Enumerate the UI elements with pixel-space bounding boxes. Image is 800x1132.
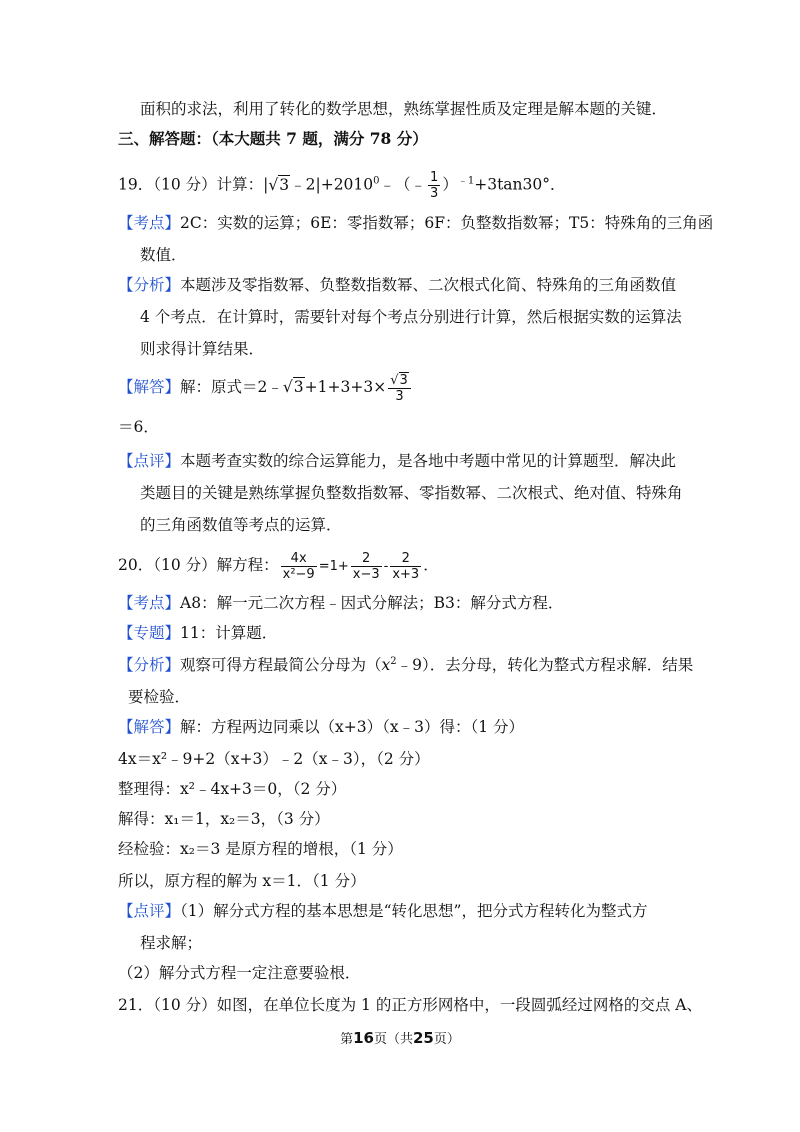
kaodian-19-cont: 数值． (140, 246, 187, 264)
q19-part: ） (442, 175, 458, 194)
text: （1）解分式方程的基本思想是“转化思想”，把分式方程转化为整式方 (180, 902, 648, 920)
tag-jieda: 【解答】 (118, 718, 181, 736)
text: 11：计算题． (180, 624, 278, 642)
zhuanti-20 (118, 622, 277, 644)
fraction-sqrt3-over-3: $\frac{√3}{3}$ (388, 373, 411, 404)
result-19: ＝6． (118, 418, 159, 436)
dianping-19-cont: 的三角函数值等考点的运算． (140, 516, 342, 534)
exponent-neg1: ﹣1 (457, 175, 475, 187)
fraction: $\frac{2}{x-3}$ (352, 550, 380, 582)
q19-part: +3tan30°． (474, 175, 566, 194)
question-21: 21．（10 分）如图，在单位长度为 1 的正方形网格中，一段圆弧经过网格的交点 A、 (118, 996, 702, 1014)
tag-dianping: 【点评】 (118, 902, 181, 920)
page-total: 25 (413, 1029, 434, 1047)
kaodian-19 (118, 212, 713, 234)
text: 页） (433, 1032, 460, 1047)
tag-jieda: 【解答】 (118, 378, 181, 396)
page-footer (0, 1028, 800, 1047)
tag-dianping: 【点评】 (118, 452, 181, 470)
exponent-2: 2 (390, 655, 397, 667)
text: 观察可得方程最简公分母为（ (180, 656, 382, 674)
text: 2C：实数的运算；6E：零指数幂；6F：负整数指数幂；T5：特殊角的三角函 (180, 214, 714, 232)
fenxi-19-cont: 则求得计算结果． (140, 340, 265, 358)
jieda-19 (118, 372, 413, 404)
fenxi-19 (118, 274, 676, 296)
tag-fenxi: 【分析】 (118, 656, 181, 674)
text: 本题涉及零指数幂、负整数指数幂、二次根式化简、特殊角的三角函数值 (180, 276, 677, 294)
step-line: 解得：x₁＝1，x₂＝3，（3 分） (118, 810, 330, 828)
jieda-20 (118, 716, 524, 738)
tag-zhuanti: 【专题】 (118, 624, 181, 642)
q19-part: ﹣2|+2010 (290, 175, 374, 194)
tag-kaodian: 【考点】 (118, 594, 181, 612)
q19-head: 19．（10 分）计算：| (118, 175, 269, 194)
step-line: 所以，原方程的解为 x＝1．（1 分） (118, 872, 366, 890)
q20-head: 20．（10 分）解方程： (118, 556, 279, 574)
sqrt-3: √3 (268, 175, 290, 194)
dianping-19-cont: 类题目的关键是熟练掌握负整数指数幂、零指数幂、二次根式、绝对值、特殊角 (140, 484, 683, 502)
fraction-one-third: $\frac{1}{3}$ (430, 170, 439, 201)
q20-part: - (383, 559, 389, 574)
step-line: 4x＝x²﹣9+2（x+3）﹣2（x﹣3），（2 分） (118, 750, 430, 768)
text: x (381, 656, 391, 674)
text: A8：解一元二次方程﹣因式分解法；B3：解分式方程． (180, 594, 564, 612)
kaodian-20 (118, 592, 563, 614)
step-line: 整理得：x²﹣4x+3＝0，（2 分） (118, 780, 347, 798)
dianping-20 (118, 900, 647, 922)
dianping-19 (118, 450, 676, 472)
text: +1+3+3× (304, 378, 387, 396)
text: 本题考查实数的综合运算能力，是各地中考题中常见的计算题型．解决此 (180, 452, 677, 470)
fenxi-20 (118, 654, 693, 676)
fraction: $\frac{2}{x+3}$ (392, 550, 420, 582)
tag-fenxi: 【分析】 (118, 276, 181, 294)
dianping-20-cont: （2）解分式方程一定注意要验根． (118, 964, 361, 982)
q19-part: ﹣（﹣ (379, 175, 427, 194)
text: ﹣9）．去分母，转化为整式方程求解．结果 (396, 656, 694, 674)
fenxi-19-cont: 4 个考点．在计算时，需要针对每个考点分别进行计算，然后根据实数的运算法 (140, 308, 682, 326)
fenxi-20-cont: 要检验． (128, 688, 191, 706)
text: 解：原式＝2﹣ (180, 378, 283, 396)
exponent-0: 0 (373, 175, 380, 187)
text: 第 (340, 1032, 354, 1047)
sqrt-3: √3 (282, 378, 304, 396)
question-19 (118, 170, 566, 201)
text: 页（共 (373, 1032, 413, 1047)
fraction: $\frac{4x}{\text{x²−9}}$ (282, 550, 315, 582)
dianping-20-cont: 程求解； (140, 934, 203, 952)
text: 解：方程两边同乘以（x+3）（x﹣3）得：（1 分） (180, 718, 524, 736)
step-line: 经检验：x₂＝3 是原方程的增根，（1 分） (118, 840, 403, 858)
question-20 (118, 548, 439, 584)
section-heading: 三、解答题：（本大题共 7 题，满分 78 分） (118, 129, 428, 148)
q20-part: =1+ (318, 559, 349, 574)
tag-kaodian: 【考点】 (118, 214, 181, 232)
q20-part: ． (423, 556, 439, 574)
text-line: 面积的求法，利用了转化的数学思想，熟练掌握性质及定理是解本题的关键． (140, 100, 668, 118)
page-number: 16 (353, 1029, 374, 1047)
